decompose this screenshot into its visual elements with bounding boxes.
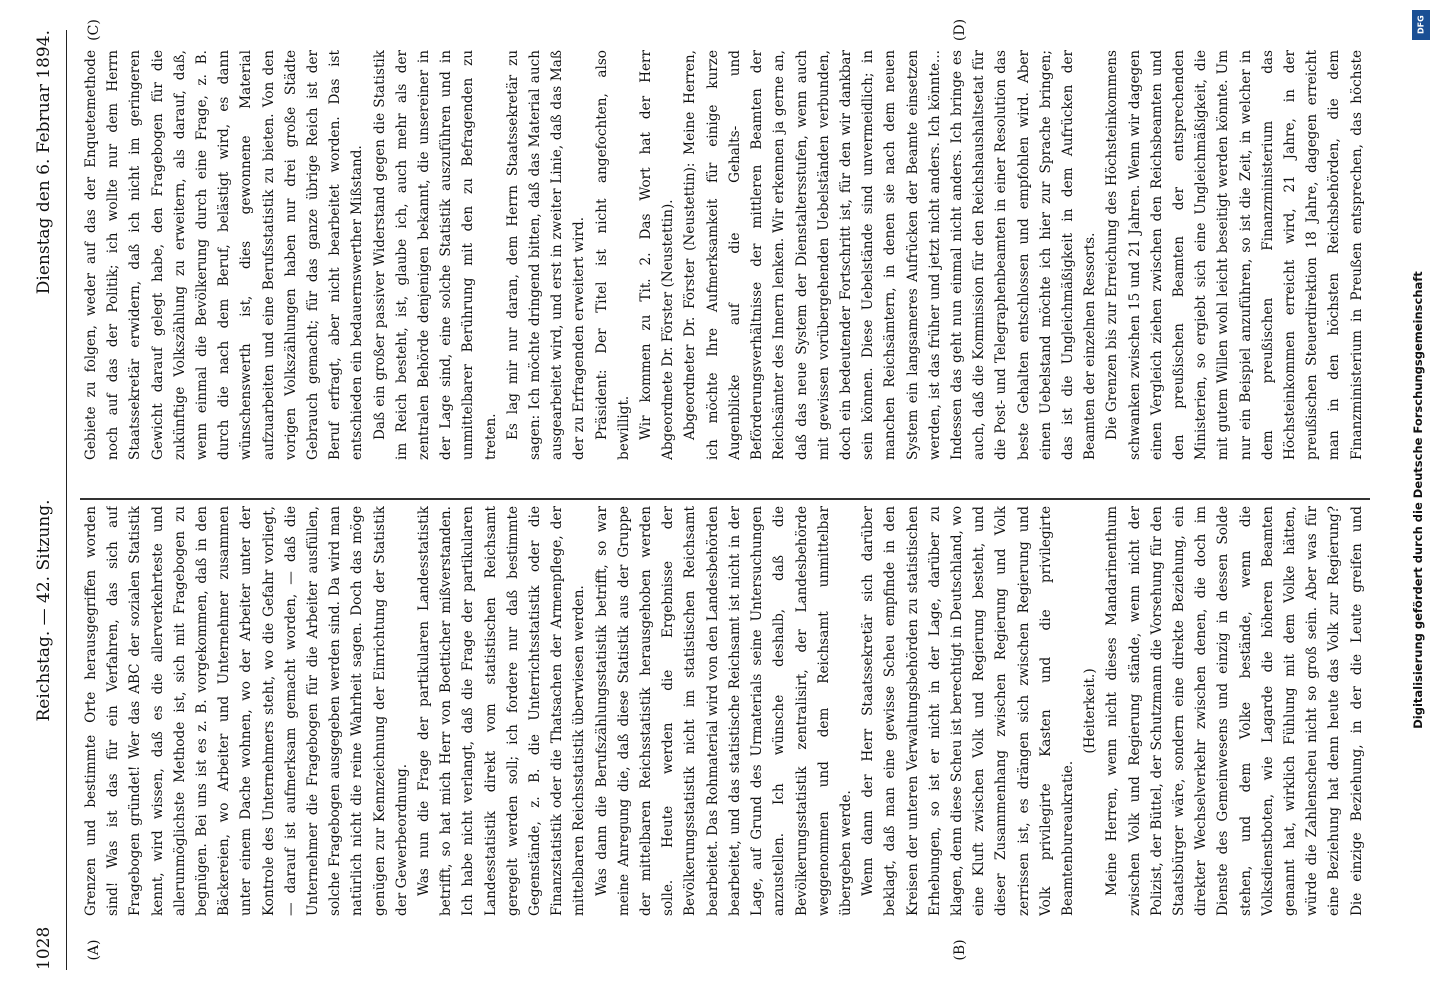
right-text-column: [80, 50, 1370, 460]
dfg-logo: DFG: [1412, 10, 1430, 40]
speaker-paragraph: Abgeordneter Dr. Förster (Neustettin): Meine Herren, ich möchte Ihre Aufmerksamkeit für einige kurze Augenblicke auf die Gehalts- und Beförderungsverhältnisse der mittleren Beamten der Reichsämter des Innern lenken. Wir erkennen ja gerne an, daß das neue System der Dienstaltersstufen, wenn auch mit gewissen vorübergehenden Uebelständen verbunden, doch ein bedeutender Fortschritt ist, für den wir dankbar sein können. Diese Uebelstände sind unvermeidlich; in manchen Reichsämtern, in denen sie nach dem neuen System ein langsameres Aufrücken der Beamte einsetzen werden, ist das früher und jetzt nicht anders. Ich könnte... Indessen das geht nun einmal nicht anders. Ich bringe es auch, daß die Kommission für den Reichshaushaltsetat für die Post- und Telegraphenbeamten in einer Resolution das beste Gehalten entschlossen und empfohlen wird. Aber einen Uebelstand möchte ich hier zur Sprache bringen; das ist die Ungleichmäßigkeit in dem Aufrücken der Beamten der einzelnen Ressorts.: [682, 50, 1099, 460]
left-text-column: [80, 506, 1370, 916]
paragraph: Wenn dann der Herr Staatssekretär sich darüber beklagt, daß man eine gewisse Scheu empfinde in den Kreisen der unteren Verwaltungsbehörden zu statistischen Erhebungen, so ist er nicht in der Lage, darüber zu klagen, denn diese Scheu ist berechtigt in Deutschland, wo eine Kluft zwischen Volk und Regierung besteht, und dieser Zusammenhang zwischen Regierung und Volk zerrissen ist, es drängen sich zwischen Regierung und Volk privilegirte Kasten und die privilegirte Beamtenbureaukratie.: [860, 506, 1076, 916]
paragraph: Die Grenzen bis zur Erreichung des Höchsteinkommens schwanken zwischen 15 und 21 Jahren. Wenn wir dagegen einen Vergleich ziehen zwischen den Reichsbeamten und den preußischen Beamten der entsprechenden Ministerien, so ergiebt sich eine Ungleichmäßigkeit, die mit gutem Willen wohl leicht beseitigt werden könnte. Um nur ein Beispiel anzuführen, so ist die Zeit, in welcher in dem preußischen Finanzministerium das Höchsteinkommen erreicht wird, 21 Jahre, in der preußischen Steuerdirektion 18 Jahre, dagegen erreicht man in den höchsten Reichsbehörden, die dem Finanzministerium in Preußen entsprechen, das höchste: [1104, 50, 1365, 460]
page-content: [22, 18, 1412, 970]
margin-letter-c: (C): [86, 19, 102, 41]
digitization-credit: Digitalisierung gefördert durch die Deutsche Forschungsgemeinschaft: [1411, 271, 1425, 729]
page-number: 1028: [34, 926, 54, 970]
paragraph: Es lag mir nur daran, dem Herrn Staatssekretär zu sagen: Ich möchte dringend bitten, daß das Material auch ausgearbeitet wird, und erst in zweiter Linie, daß das Maß der zu Erfragenden erweitert wird.: [504, 50, 588, 460]
margin-letter-b: (B): [952, 939, 968, 961]
paragraph: Wir kommen zu Tit. 2. Das Wort hat der Herr Abgeordnete Dr. Förster (Neustettin).: [638, 50, 677, 460]
paragraph: Was dann die Berufszählungsstatistik betrifft, so war meine Anregung die, daß diese Statistik aus der Gruppe der mittelbaren Reichsstatistik herausgehoben werden solle. Heute werden die Ergebnisse der Bevölkerungsstatistik nicht im statistischen Reichsamt bearbeitet. Das Rohmaterial wird von den Landesbehörden bearbeitet, und das statistische Reichsamt ist nicht in der Lage, auf Grund des Urmaterials seine Untersuchungen anzustellen. Ich wünsche deshalb, daß die Bevölkerungsstatistik zentralisirt, der Landesbehörde weggenommen und dem Reichsamt unmittelbar übergeben werde.: [593, 506, 854, 916]
paragraph: Grenzen und bestimmte Orte herausgegriffen worden sind! Was ist das für ein Verfahren, das sich auf Fragebogen gründet! Wer das ABC der sozialen Statistik kennt, wird wissen, daß es die allerverkehrteste und allerunmöglichste Methode ist, sich mit Fragebogen zu begnügen. Bei uns ist es z. B. vorgekommen, daß in den Bäckereien, wo Arbeiter und Unternehmer zusammen unter einem Dache wohnen, wo der Arbeiter unter der Kontrole des Unternehmers steht, wo die Gefahr vorliegt, — darauf ist aufmerksam gemacht worden, — daß die Unternehmer die Fragebogen für die Arbeiter ausfüllen, solche Fragebogen ausgegeben werden sind. Da wird man natürlich nicht die reine Wahrheit sagen. Doch das möge genügen zur Kennzeichnung der Einrichtung der Statistik der Gewerbeordnung.: [83, 506, 410, 916]
running-header: [22, 30, 67, 970]
header-right-title: Dienstag den 6. Februar 1894.: [34, 30, 54, 295]
paragraph: Was nun die Frage der partikularen Landesstatistik betrifft, so hat mich Herr von Boetticher mißverstanden. Ich habe nicht verlangt, daß die Frage der partikularen Landesstatistik direkt vom statistischen Reichsamt geregelt werden soll; ich fordere nur daß bestimmte Gegenstände, z. B. die Unterrichtsstatistik oder die Finanzstatistik oder die Thatsachen der Armenpflege, der mittelbaren Reichsstatistik überwiesen werden.: [416, 506, 588, 916]
header-left-title: Reichstag. — 42. Sitzung.: [34, 499, 54, 722]
paragraph: Meine Herren, wenn nicht dieses Mandarinenthum zwischen Volk und Regierung stände, wenn nicht der Polizist, der Büttel, der Schutzmann die Vorsehung für den Staatsbürger wäre, sondern eine direkte Beziehung, ein direkter Wechselverkehr zwischen denen, die doch im Dienste des Gemeinwesens und einzig in dessen Solde stehen, und dem Volke bestände, wenn die Volksdienstboten, wie Lagarde die höheren Beamten genannt hat, wirklich Fühlung mit dem Volke hätten, würde die Zahlenscheu nicht so groß sein. Aber was für eine Beziehung hat denn heute das Volk zur Regierung? Die einzige Beziehung, in der die Leute greifen und: [1104, 506, 1365, 916]
paragraph: Gebiete zu folgen, weder auf das der Enquetemethode noch auf das der Politik; ich wollte nur dem Herrn Staatssekretär erwidern, daß ich nicht im geringeren Gewicht darauf gelegt habe, den Fragebogen für die zukünftige Volkszählung zu erweitern, als darauf, daß, wenn einmal die Bevölkerung durch eine Frage, z. B. durch die nach dem Beruf, belästigt wird, es dann wünschenswerth ist, dies gewonnene Material aufzuarbeiten und eine Berufsstatistik zu bieten. Von den vorigen Volkszählungen haben nur drei große Städte Gebrauch gemacht; für das ganze übrige Reich ist der Beruf erfragt, aber nicht bearbeitet worden. Das ist entschieden ein bedauernswerther Mißstand.: [83, 50, 366, 460]
president-paragraph: Präsident: Der Titel ist nicht angefochten, also bewilligt.: [593, 50, 632, 460]
margin-letter-a: (A): [86, 939, 102, 961]
paragraph: Daß ein großer passiver Widerstand gegen die Statistik im Reich besteht, ist, glaube ich, auch mehr als der zentralen Behörde denjenigen bekannt, die unsereiner in der Lage sind, eine solche Statistik auszuführen und in unmittelbarer Berührung mit den zu Befragenden zu treten.: [371, 50, 499, 460]
stage-direction: (Heiterkeit.): [1082, 668, 1099, 754]
margin-letter-d: (D): [952, 18, 968, 42]
column-divider: [80, 499, 1370, 501]
